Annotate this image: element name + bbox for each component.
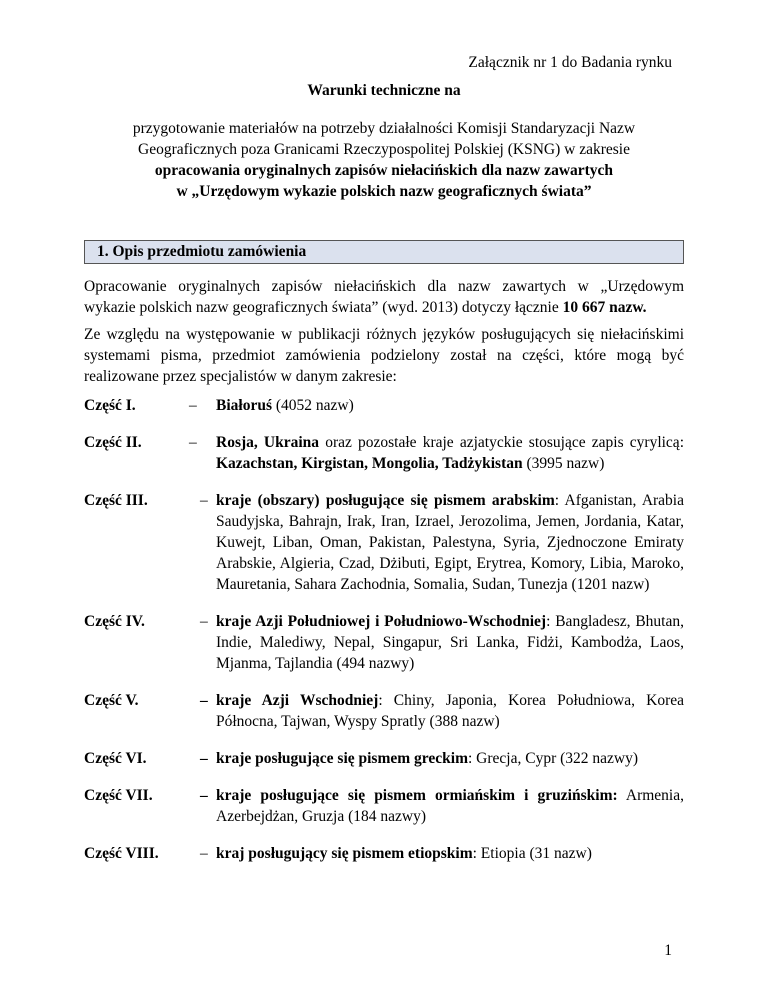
part-label: Część I. [84,397,136,414]
part-dash: – [200,692,208,709]
p2-line2: systemami pisma, przedmiot zamówienia podzielony został na części, które mogą być [84,347,684,364]
p2-line3: realizowane przez specjalistów w danym zakresie: [84,368,397,385]
p1-line1: Opracowanie oryginalnych zapisów niełacińskich dla nazw zawartych w „Urzędowym [84,278,684,295]
title-line-5: w „Urzędowym wykazie polskich nazw geograficznych świata” [176,183,592,200]
section-heading: 1. Opis przedmiotu zamówienia [97,243,307,260]
part-text [216,785,684,827]
part-text [216,611,684,674]
part-label: Część VI. [84,750,147,767]
part-bold: Rosja, Ukraina [216,434,320,451]
part-rest: : Bangladesz, Bhutan, Indie, Malediwy, Nepal, Singapur, Sri Lanka, Fidżi, Kambodża, Laos, Mjanma, Tajlandia (494 nazwy) [216,613,684,672]
part-label: Część IV. [84,613,145,630]
paragraph-division [84,324,684,387]
part-dash: – [200,613,208,630]
part-dash: – [189,397,197,414]
title-line-2: przygotowanie materiałów na potrzeby działalności Komisji Standaryzacji Nazw [132,120,636,137]
part-rest: : Etiopia (31 nazw) [472,845,592,862]
part-6 [84,748,684,769]
part-text [216,432,684,474]
p2-line1: Ze względu na występowanie w publikacji różnych języków posługujących się niełacińskimi [84,326,684,343]
part-text [216,843,684,864]
part-bold: kraje Azji Południowej i Południowo-Wschodniej [216,613,547,630]
doc-title: Warunki techniczne na [307,82,461,99]
p1-line2 [84,297,684,318]
title-line-3: Geograficznych poza Granicami Rzeczypospolitej Polskiej (KSNG) w zakresie [138,141,630,158]
part-2 [84,432,684,474]
part-rest: Armenia, Azerbejdżan, Gruzja (184 nazwy) [216,787,684,825]
part-dash: – [200,787,208,804]
section-heading-box [84,240,684,264]
part-bold: Białoruś [216,397,272,414]
part-3 [84,490,684,595]
part-1 [84,395,684,416]
part-rest: : Grecja, Cypr (322 nazwy) [468,750,639,767]
p1-line2-text: wykazie polskich nazw geograficznych świata” (wyd. 2013) dotyczy łącznie [84,299,563,316]
part-bold: kraje posługujące się pismem ormiańskim i gruzińskim: [216,787,618,804]
part-rest: : Afganistan, Arabia Saudyjska, Bahrajn, Irak, Iran, Izrael, Jerozolima, Jemen, Jordania, Katar, Kuwejt, Liban, Oman, Pakistan, Palestyna, Syria, Zjednoczone Emiraty Arabskie, Algieria, Czad, Dżibuti, Egipt, Erytrea, Komory, Libia, Maroko, Mauretania, Sahara Zachodnia, Somalia, Sudan, Tunezja (1201 nazw) [216,492,684,593]
annex-label: Załącznik nr 1 do Badania rynku [468,54,672,71]
title-line-4: opracowania oryginalnych zapisów niełacińskich dla nazw zawartych [154,162,614,179]
part-text [216,490,684,595]
part-bold: kraje Azji Wschodniej [216,692,379,709]
part-dash: – [200,845,208,862]
part-4 [84,611,684,674]
part-bold: kraje (obszary) posługujące się pismem arabskim [216,492,555,509]
part-text [216,690,684,732]
part-text [216,395,684,416]
part-rest: (3995 nazw) [522,455,605,472]
paragraph-scope [84,276,684,318]
part-bold: kraje posługujące się pismem greckim [216,750,468,767]
page-number: 1 [664,942,672,959]
part-5 [84,690,684,732]
part-mid: oraz pozostałe kraje azjatyckie stosujące zapis cyrylicą: [319,434,684,451]
part-8 [84,843,684,864]
part-7 [84,785,684,827]
part-label: Część VII. [84,787,153,804]
total-names: 10 667 nazw. [562,299,647,316]
part-dash: – [200,492,208,509]
part-label: Część III. [84,492,148,509]
part-label: Część II. [84,434,142,451]
part-rest: : Chiny, Japonia, Korea Południowa, Korea Północna, Tajwan, Wyspy Spratly (388 nazw) [216,692,685,730]
part-dash: – [200,750,208,767]
part-bold: kraj posługujący się pismem etiopskim [216,845,473,862]
part-rest: (4052 nazw) [271,397,354,414]
part-text [216,748,684,769]
part-label: Część V. [84,692,139,709]
part-label: Część VIII. [84,845,159,862]
part-bold-2: Kazachstan, Kirgistan, Mongolia, Tadżykistan [216,455,523,472]
part-dash: – [189,434,197,451]
